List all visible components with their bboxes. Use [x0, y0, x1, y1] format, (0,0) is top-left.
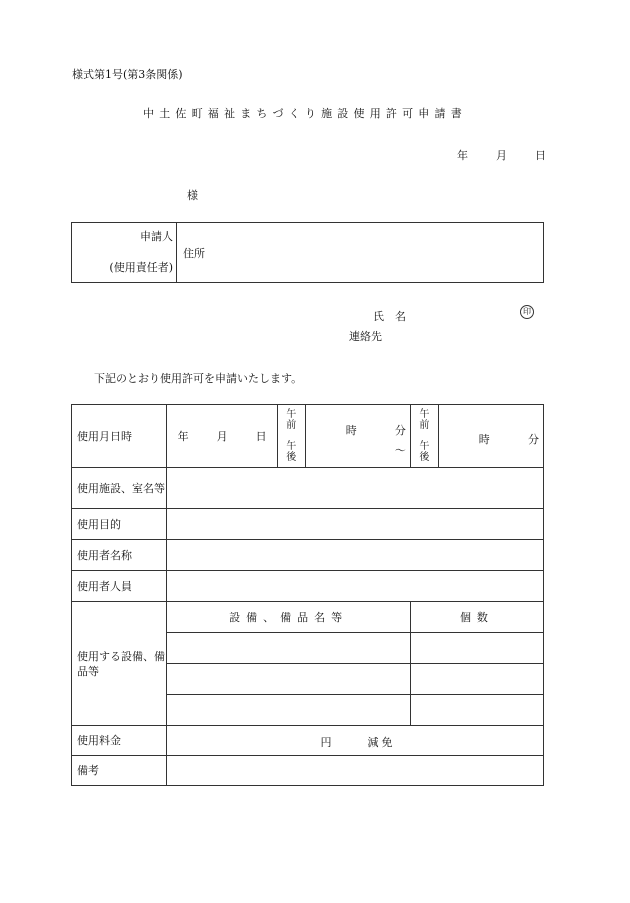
start-hour-label: 時: [345, 424, 357, 437]
equipment-name-field[interactable]: [167, 633, 410, 664]
user-name-field[interactable]: [167, 540, 544, 571]
user-count-field[interactable]: [167, 571, 544, 602]
end-ampm-field[interactable]: [410, 405, 438, 468]
date-month-label: 月: [496, 149, 507, 162]
usage-details-table: [71, 404, 544, 786]
start-pm-label: 午後: [286, 441, 297, 463]
user-name-label: 使用者名称: [72, 540, 167, 571]
purpose-label: 使用目的: [72, 509, 167, 540]
intro-text: 下記のとおり使用許可を申請いたします。: [94, 372, 303, 385]
name-label: 氏 名: [373, 310, 406, 323]
start-am-label: 午前: [286, 409, 297, 431]
document-title: 中土佐町福祉まちづくり施設使用許可申請書: [143, 107, 467, 120]
usage-datetime-label: 使用月日時: [72, 405, 167, 468]
date-day-label: 日: [535, 149, 546, 162]
date-year-label: 年: [457, 149, 468, 162]
applicant-label: [72, 223, 177, 283]
submission-date: [457, 147, 546, 163]
purpose-field[interactable]: [167, 509, 544, 540]
applicant-label-line1: 申請人: [140, 230, 173, 243]
end-am-label: 午前: [419, 409, 430, 431]
fee-yen-label: 円: [320, 736, 332, 749]
fee-label: 使用料金: [72, 726, 167, 756]
remarks-label: 備考: [72, 756, 167, 786]
fee-field[interactable]: [167, 726, 544, 756]
end-pm-label: 午後: [419, 441, 430, 463]
form-id: 様式第1号(第3条関係): [72, 68, 183, 81]
usage-day-label: 日: [255, 430, 267, 443]
equipment-name-field[interactable]: [167, 695, 410, 726]
contact-label: 連絡先: [349, 330, 382, 343]
seal-mark: 印: [520, 305, 534, 319]
start-minute-label: 分: [394, 424, 406, 437]
time-range-tilde: ～: [394, 444, 406, 457]
user-count-label: 使用者人員: [72, 571, 167, 602]
usage-date-field[interactable]: [167, 405, 277, 468]
usage-year-label: 年: [177, 430, 189, 443]
fee-exempt-label: 減免: [367, 736, 396, 749]
applicant-table: [71, 222, 544, 283]
remarks-field[interactable]: [167, 756, 544, 786]
quantity-field[interactable]: [410, 633, 543, 664]
address-label: 住所: [183, 246, 205, 260]
equipment-label: 使用する設備、備品等: [72, 602, 167, 726]
usage-month-label: 月: [216, 430, 228, 443]
address-field[interactable]: [177, 223, 544, 283]
applicant-label-line2: (使用責任者): [109, 261, 173, 274]
equipment-name-header: 設備、備品名等: [167, 602, 410, 633]
addressee-suffix: 様: [187, 189, 198, 202]
quantity-field[interactable]: [410, 695, 543, 726]
end-minute-label: 分: [528, 433, 539, 446]
quantity-header: 個数: [410, 602, 543, 633]
end-time-field[interactable]: [438, 405, 543, 468]
facility-field[interactable]: [167, 468, 544, 509]
end-hour-label: 時: [478, 433, 490, 446]
equipment-name-field[interactable]: [167, 664, 410, 695]
facility-label: 使用施設、室名等: [72, 468, 167, 509]
quantity-field[interactable]: [410, 664, 543, 695]
start-ampm-field[interactable]: [277, 405, 305, 468]
start-time-field[interactable]: [305, 405, 410, 468]
